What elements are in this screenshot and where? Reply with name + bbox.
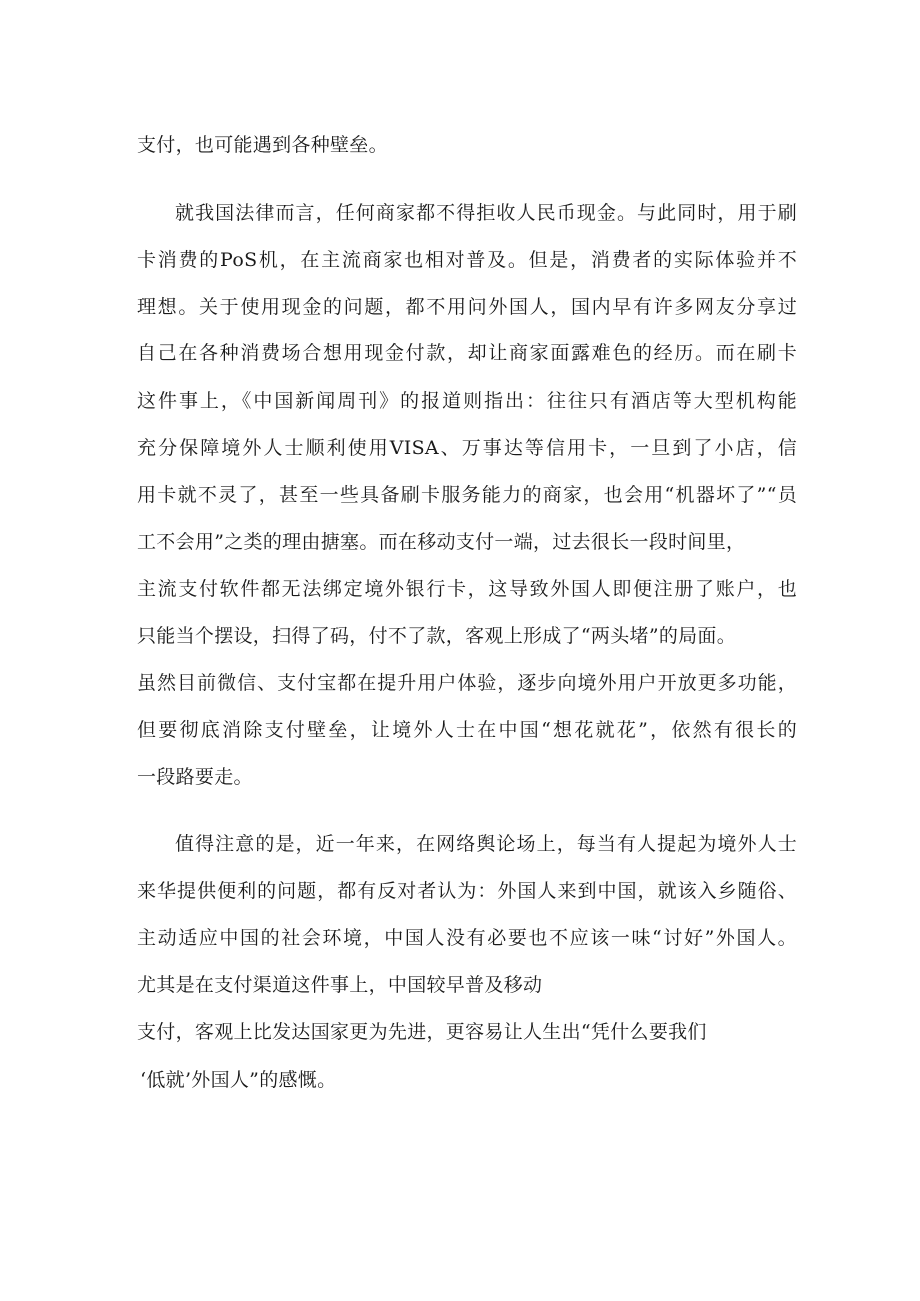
- text-line: 卡消费的PoS机，在主流商家也相对普及。但是，消费者的实际体验并不: [137, 249, 797, 271]
- text-line: 工不会用”之类的理由搪塞。而在移动支付一端，过去很长一段时间里，: [137, 531, 746, 553]
- text-line: 自己在各种消费场合想用现金付款，却让商家面露难色的经历。而在刷卡: [137, 342, 797, 364]
- text-line: 虽然目前微信、支付宝都在提升用户体验，逐步向境外用户开放更多功能，: [137, 672, 797, 694]
- text-line: 就我国法律而言，任何商家都不得拒收人民币现金。与此同时，用于刷: [175, 202, 797, 224]
- text-line: 尤其是在支付渠道这件事上，中国较早普及移动: [137, 974, 543, 996]
- text-line: 来华提供便利的问题，都有反对者认为：外国人来到中国，就该入乡随俗、: [137, 880, 797, 902]
- text-line: ‘低就’外国人”的感慨。: [140, 1069, 337, 1091]
- text-line: 主动适应中国的社会环境，中国人没有必要也不应该一味“讨好”外国人。: [137, 927, 797, 949]
- text-line: 这件事上，《中国新闻周刊》的报道则指出：往往只有酒店等大型机构能: [137, 390, 797, 412]
- text-line: 充分保障境外人士顺利使用VISA、万事达等信用卡，一旦到了小店，信: [137, 437, 797, 459]
- text-line: 一段路要走。: [137, 766, 253, 788]
- text-line: 支付，也可能遇到各种壁垒。: [137, 134, 388, 156]
- text-line: 主流支付软件都无法绑定境外银行卡，这导致外国人即便注册了账户，也: [137, 578, 797, 600]
- text-line: 值得注意的是，近一年来，在网络舆论场上，每当有人提起为境外人士: [175, 833, 797, 855]
- text-line: 但要彻底消除支付壁垒，让境外人士在中国“想花就花”，依然有很长的: [137, 719, 797, 741]
- text-line: 理想。关于使用现金的问题，都不用问外国人，国内早有许多网友分享过: [137, 296, 797, 318]
- text-line: 支付，客观上比发达国家更为先进，更容易让人生出“凭什么要我们: [137, 1021, 707, 1043]
- text-line: 只能当个摆设，扫得了码，付不了款，客观上形成了“两头堵”的局面。: [137, 625, 737, 647]
- text-line: 用卡就不灵了，甚至一些具备刷卡服务能力的商家，也会用“机器坏了”“员: [137, 484, 797, 506]
